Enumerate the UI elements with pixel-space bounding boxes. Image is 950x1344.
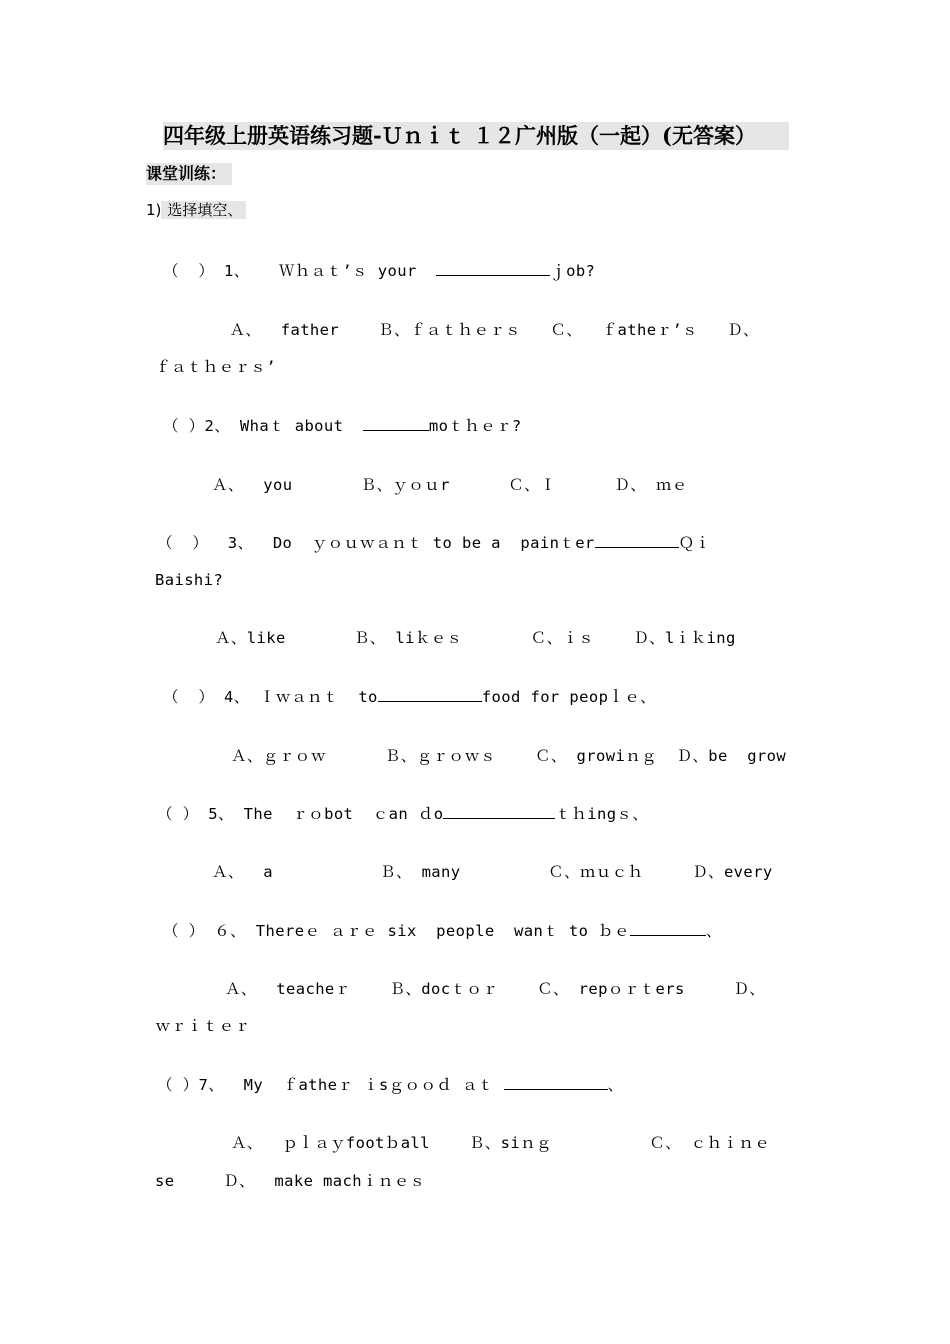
question-6-options: Ａ、 teacheｒ Ｂ、docｔｏｒ Ｃ、 repｏｒｔers Ｄ、 bbox=[225, 980, 766, 998]
question-2-text: （ ）2、 Whaｔ about bbox=[163, 417, 363, 435]
question-6-options-cont: ｗｒｉｔｅｒ bbox=[155, 1017, 251, 1035]
question-4-tail: food for peopｌｅ、 bbox=[481, 688, 657, 706]
question-1 bbox=[163, 259, 595, 283]
question-3-blank bbox=[595, 531, 679, 548]
question-3-options: Ａ、like Ｂ、 liｋｅｓ Ｃ、ｉｓ Ｄ、lｉｋing bbox=[215, 629, 736, 647]
question-5-tail: ｔｈingｓ、 bbox=[555, 805, 649, 823]
question-1-tail: ｊob? bbox=[550, 262, 596, 280]
subsection-text: 选择填空、 bbox=[161, 201, 246, 219]
question-6-text: （ ） ６、 Thereｅ ａｒｅ six people wanｔ to ｂｅ bbox=[163, 922, 630, 940]
question-7-blank bbox=[504, 1073, 608, 1090]
question-5-text: （ ） 5、 The ｒｏbot ｃan ｄo bbox=[157, 805, 444, 823]
question-2-tail: moｔｈｅｒ? bbox=[428, 417, 522, 435]
question-1-options: Ａ、 father Ｂ、ｆａｔｈｅｒｓ Ｃ、 ｆatheｒ’ｓ Ｄ、 bbox=[210, 321, 759, 339]
question-4-blank bbox=[378, 685, 482, 702]
question-3-cont: Baishi? bbox=[155, 571, 224, 589]
question-5-blank bbox=[443, 802, 555, 819]
question-7-tail: 、 bbox=[607, 1076, 624, 1094]
question-1-blank bbox=[436, 259, 550, 276]
question-2-blank bbox=[363, 414, 429, 431]
question-3-text: （ ） 3、 Do ｙｏｕｗａｎｔ to be a painｔer bbox=[157, 534, 595, 552]
question-3 bbox=[157, 531, 710, 555]
question-6-tail: 、 bbox=[705, 922, 722, 940]
question-4-options: Ａ、ｇｒｏｗ Ｂ、ｇｒｏｗｓ Ｃ、 growiｎｇ Ｄ、be grow bbox=[231, 747, 787, 765]
question-7-options-cont: se Ｄ、 make machｉｎｅｓ bbox=[155, 1172, 426, 1190]
question-4 bbox=[163, 685, 656, 709]
question-1-options-cont: ｆａｔｈｅｒｓ’ bbox=[155, 358, 277, 376]
question-7-text: （ ）7、 My ｆatheｒ ｉsｇｏｏｄ ａｔ bbox=[157, 1076, 504, 1094]
page-title: 四年级上册英语练习题-Ｕｎｉｔ １２广州版（一起）(无答案） bbox=[163, 122, 789, 150]
subsection-heading bbox=[146, 199, 246, 221]
question-6 bbox=[163, 919, 722, 943]
question-7-options: Ａ、 ｐｌａｙfootｂall Ｂ、siｎｇ Ｃ、 ｃｈｉｎｅ bbox=[231, 1134, 771, 1152]
section-heading: 课堂训练： bbox=[146, 163, 232, 185]
question-1-text: （ ） 1、 Ｗｈａｔ’ｓ your bbox=[163, 262, 437, 280]
question-4-text: （ ） 4、 Ｉｗａｎｔ to bbox=[163, 688, 378, 706]
subsection-number: 1) bbox=[146, 201, 162, 219]
question-2 bbox=[163, 414, 522, 438]
question-2-options: Ａ、 you Ｂ、ｙｏｕr Ｃ、Ｉ Ｄ、 ｍｅ bbox=[212, 476, 688, 494]
question-5 bbox=[157, 802, 648, 826]
question-5-options: Ａ、 a Ｂ、 many Ｃ、ｍｕｃｈ Ｄ、every bbox=[212, 863, 773, 881]
question-3-tail: Ｑｉ bbox=[678, 534, 711, 552]
question-7 bbox=[157, 1073, 623, 1097]
question-6-blank bbox=[630, 919, 706, 936]
